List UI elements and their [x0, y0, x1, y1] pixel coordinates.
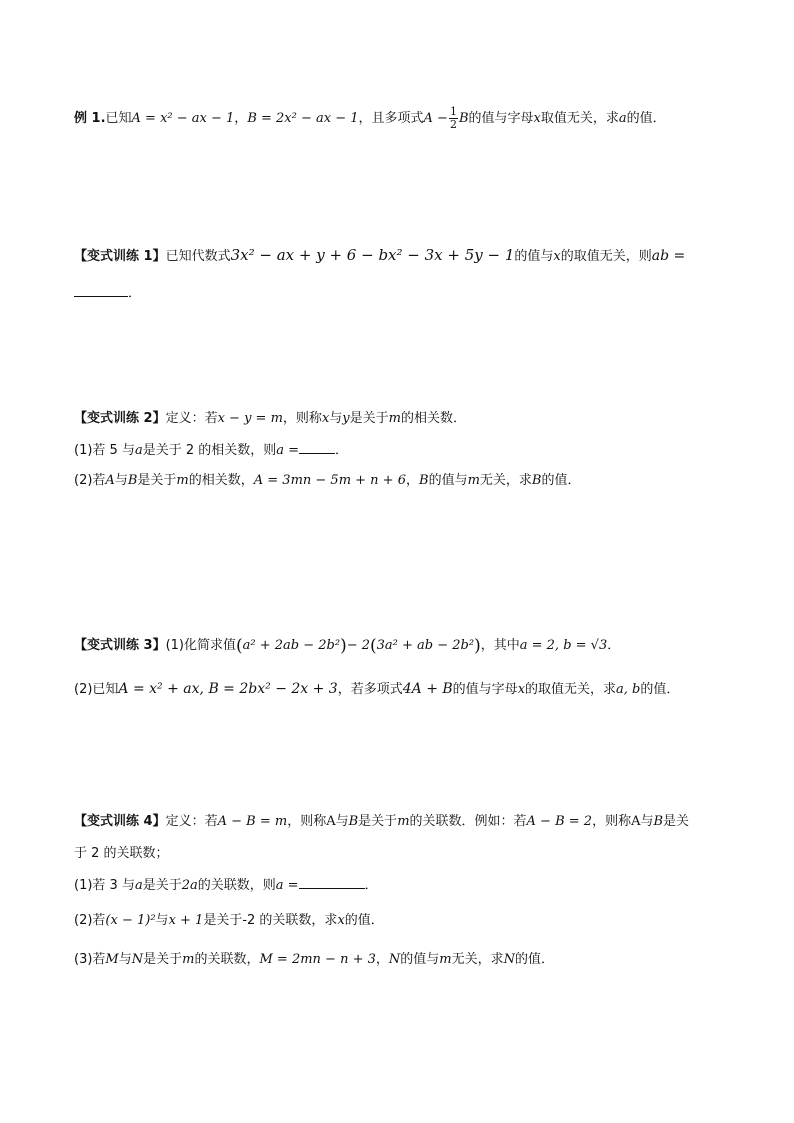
- variant-1-label: 【变式训练 1】: [74, 249, 166, 264]
- variant-4-line: 【变式训练 4】定义：若A − B = m，则称A与B是关于m的关联数．例如：若A − B = 2，则称A与B是关: [74, 814, 690, 829]
- variant-3-label: 【变式训练 3】: [74, 638, 166, 653]
- example-1-line: 例 1.已知A = x² − ax − 1，B = 2x² − ax − 1，且多项式A − $\frac{1}{2}$ B的值与字母x取值无关，求a的值．: [74, 105, 666, 131]
- answer-blank[interactable]: [299, 876, 365, 889]
- example-1-label: 例 1.: [74, 111, 106, 126]
- equation-A: A = x² − ax − 1: [131, 111, 235, 126]
- variant-3-part-2: (2)已知A = x² + ax, B = 2bx² − 2x + 3，若多项式4A + B的值与字母x的取值无关，求a, b的值．: [74, 681, 680, 697]
- variant-2-part-2: (2)若A与B是关于m的相关数，A = 3mn − 5m + n + 6，B的值与m无关，求B的值．: [74, 473, 581, 488]
- variant-4-part-2: (2)若(x − 1)²与x + 1是关于-2 的关联数，求x的值．: [74, 913, 384, 928]
- fraction-one-half: $\frac{1}{2}$: [449, 105, 457, 131]
- variant-2-line: 【变式训练 2】定义：若x − y = m，则称x与y是关于m的相关数．: [74, 411, 467, 426]
- answer-blank[interactable]: [74, 284, 128, 297]
- variant-1-answer-line: ．: [74, 284, 141, 303]
- variant-2-part-1: (1)若 5 与a是关于 2 的相关数，则a = ．: [74, 443, 349, 458]
- variant-4-part-3: (3)若M与N是关于m的关联数，M = 2mn − n + 3，N的值与m无关，求N的值．: [74, 952, 555, 967]
- variant-1-line: 【变式训练 1】已知代数式3x² − ax + y + 6 − bx² − 3x + 5y − 1的值与x的取值无关，则ab =: [74, 246, 686, 264]
- answer-blank[interactable]: [299, 441, 335, 454]
- variant-4-line-cont: 于 2 的关联数；: [74, 846, 169, 861]
- equation-B: B = 2x² − ax − 1: [247, 111, 359, 126]
- variant-1-expression: 3x² − ax + y + 6 − bx² − 3x + 5y − 1: [230, 246, 515, 264]
- variant-3-line: 【变式训练 3】(1)化简求值(a² + 2ab − 2b²)− 2(3a² + ab − 2b²)，其中a = 2, b = √3．: [74, 636, 621, 656]
- variant-2-label: 【变式训练 2】: [74, 411, 166, 426]
- variant-4-label: 【变式训练 4】: [74, 814, 166, 829]
- variant-4-part-1: (1)若 3 与a是关于2a的关联数，则a = ．: [74, 878, 378, 893]
